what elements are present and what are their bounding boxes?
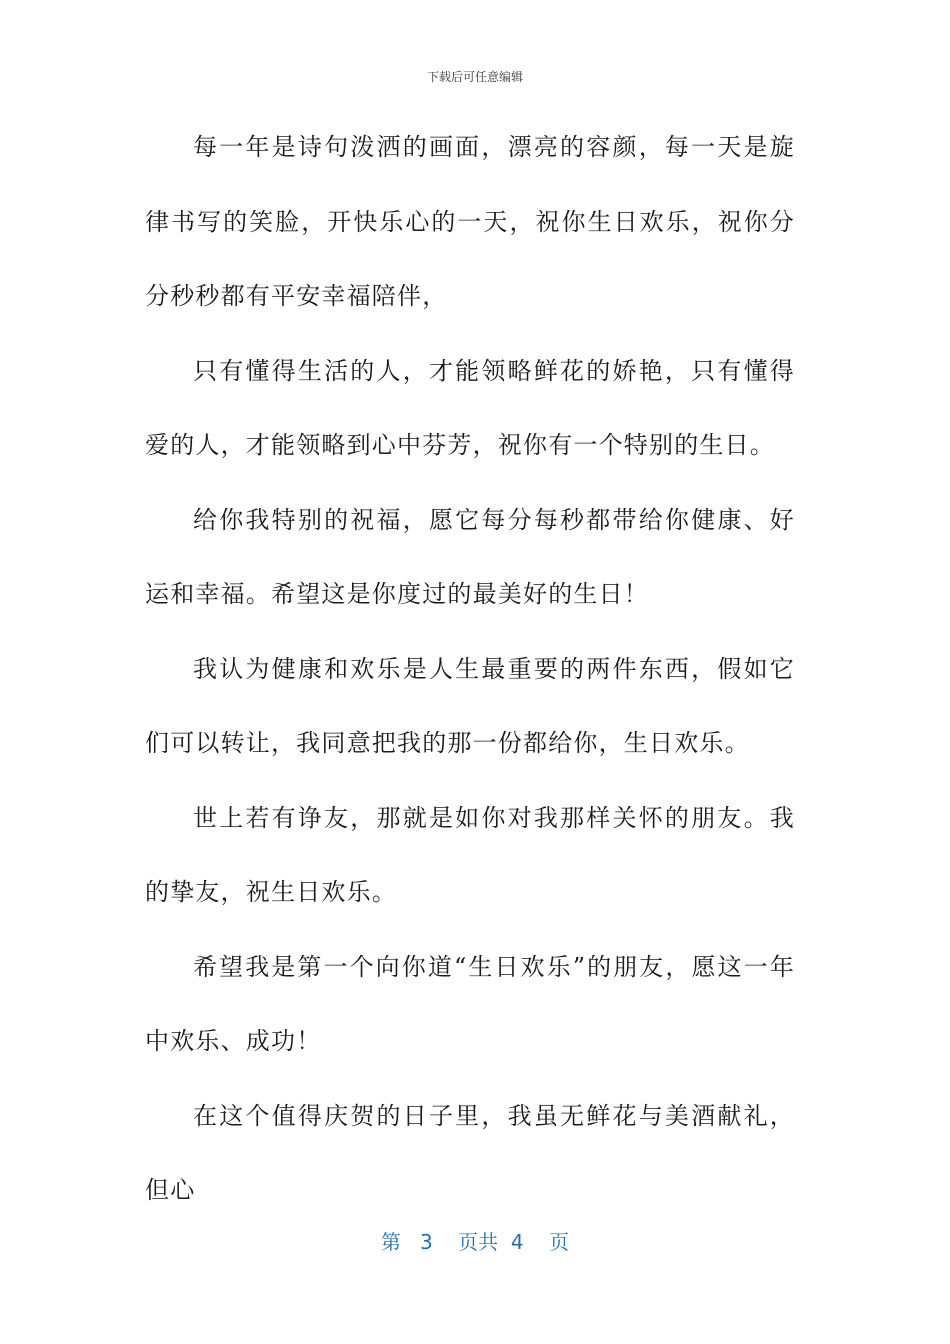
current-page-number: 3 [420, 1230, 433, 1254]
paragraph-4: 我认为健康和欢乐是人生最重要的两件东西，假如它们可以转让，我同意把我的那一份都给你，生日欢乐。 [145, 654, 795, 757]
paragraph-3: 给你我特别的祝福，愿它每分每秒都带给你健康、好运和幸福。希望这是你度过的最美好的生日！ [145, 505, 795, 608]
footer-middle: 页共 [458, 1230, 499, 1254]
footer-suffix: 页 [549, 1230, 570, 1254]
paragraph-5: 世上若有诤友，那就是如你对我那样关怀的朋友。我的挚友，祝生日欢乐。 [145, 803, 795, 906]
paragraph-7: 在这个值得庆贺的日子里，我虽无鲜花与美酒献礼，但心 [145, 1101, 795, 1204]
paragraph-1: 每一年是诗句泼洒的画面，漂亮的容颜，每一天是旋律书写的笑脸，开快乐心的一天，祝你生日欢乐，祝你分分秒秒都有平安幸福陪伴， [145, 133, 795, 310]
paragraph-2: 只有懂得生活的人，才能领略鲜花的娇艳，只有懂得爱的人，才能领略到心中芬芳，祝你有一个特别的生日。 [145, 356, 795, 459]
footer-prefix: 第 [380, 1230, 401, 1254]
total-pages-number: 4 [510, 1230, 524, 1254]
document-body [145, 110, 795, 1228]
page-footer [0, 1226, 950, 1255]
header-note: 下载后可任意编辑 [426, 70, 523, 84]
paragraph-6: 希望我是第一个向你道“生日欢乐”的朋友，愿这一年中欢乐、成功！ [145, 952, 795, 1055]
